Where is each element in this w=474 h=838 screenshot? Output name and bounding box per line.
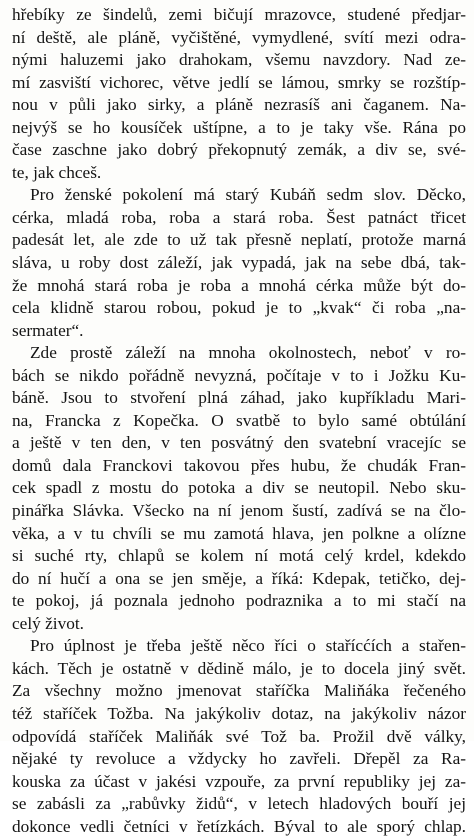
text-line: padesát let, ale zde to už tak přesně neplatí, protože marná bbox=[12, 230, 466, 250]
text-line: nejvýš se ho kousíček uštípne, a to je taky vše. Rána po bbox=[12, 117, 466, 137]
text-line: sermater“. bbox=[12, 320, 84, 340]
text-line: Za všechny možno jmenovat staříčka Maliňáka řečeného bbox=[12, 681, 466, 701]
text-line: Pro ženské pokolení má starý Kubáň sedm slov. Děcko, bbox=[30, 185, 466, 205]
text-line: nými haluzemi jako drahokam, všemu navzdory. Nad ze- bbox=[12, 50, 466, 70]
text-line: nou v půli jako sirky, a pláně nezrasíš ani čaganem. Na- bbox=[12, 95, 466, 115]
text-line: cela klidně starou robou, pokud je to „kvak“ či roba „na- bbox=[12, 298, 466, 318]
text-line: mí zasviští vichorec, větve jedlí se lámou, smrky se rozštíp- bbox=[12, 72, 466, 92]
paragraph-2 bbox=[12, 184, 466, 342]
text-line: cérka, mladá roba, roba a stará roba. Šest patnáct třicet bbox=[12, 207, 466, 227]
text-line: ní deště, ale pláně, vyčištěné, vymydlené, svítí mezi odra- bbox=[12, 27, 466, 47]
text-line: do ní hučí a ona se jen směje, a říká: Kdepak, tetičko, dej- bbox=[12, 568, 466, 588]
text-line: kách. Těch je ostatně v dědině málo, je to docela jiný svět. bbox=[12, 658, 466, 678]
text-line: též staříček Tožba. Na jakýkoliv dotaz, na jakýkoliv názor bbox=[12, 703, 466, 723]
text-line: nějaké ty revoluce a vždycky ho zavřeli. Dřepěl za Ra- bbox=[12, 749, 466, 769]
text-line: si suché rty, chlapů se kolem ní motá celý krdel, kdekdo bbox=[12, 546, 466, 566]
text-line: hřebíky ze šindelů, zemi bičují mrazovce, studené předjar- bbox=[12, 5, 466, 24]
text-line: bách se nikdo pořádně nevyzná, počítaje v to i Jožku Ku- bbox=[12, 365, 466, 385]
body-text bbox=[12, 4, 466, 838]
text-line: domů dala Franckovi takovou přes hubu, že chudák Fran- bbox=[12, 455, 466, 475]
text-line: te, jak chceš. bbox=[12, 162, 102, 182]
text-line: dokonce vedli četníci v řetízkách. Býval to ale sporý chlap. bbox=[12, 816, 466, 836]
text-line: sláva, u roby dost záleží, jak vypadá, jak na sebe dbá, tak- bbox=[12, 253, 466, 273]
paragraph-3 bbox=[12, 342, 466, 635]
text-line: cek spadl z mostu do potoka a div se neutopil. Nebo sku- bbox=[12, 478, 466, 498]
text-line: na, Francka z Kopečka. O svatbě to bylo samé obtúlání bbox=[12, 410, 466, 430]
text-line: že mnohá stará roba je roba a mnohá cérka může být do- bbox=[12, 275, 466, 295]
text-line: věka, a v tu chvíli se mu zamotá hlava, jen polkne a olízne bbox=[12, 523, 466, 543]
text-line: kouska za účast v jakési vzpouře, za první republiky jej za- bbox=[12, 771, 466, 791]
text-line: se zabásli za „rabůvky židů“, v letech hladových bouří jej bbox=[12, 794, 466, 814]
text-line: čase zaschne jako dobrý překopnutý zemák, a div se, své- bbox=[12, 140, 466, 160]
text-line: te pokoj, já poznala jednoho podraznika a to mi stačí na bbox=[12, 591, 466, 611]
text-line: celý život. bbox=[12, 613, 84, 633]
text-line: a ještě v ten den, v ten posvátný den svatební vracejíc se bbox=[12, 433, 466, 453]
text-line: báně. Jsou to stvoření plná záhad, jako kupříkladu Mari- bbox=[12, 388, 466, 408]
text-line: pinářka Slávka. Všecko na ní jenom šustí, zadívá se na člo- bbox=[12, 501, 466, 521]
paragraph-1 bbox=[12, 4, 466, 184]
text-line: odpovídá staříček Maliňák své Tož ba. Prožil dvě války, bbox=[12, 726, 466, 746]
text-line: Pro úplnost je třeba ještě něco říci o stařícćích a stařen- bbox=[30, 636, 466, 656]
paragraph-4 bbox=[12, 635, 466, 838]
text-line: Zde prostě záleží na mnoha okolnostech, neboť v ro- bbox=[30, 343, 466, 363]
